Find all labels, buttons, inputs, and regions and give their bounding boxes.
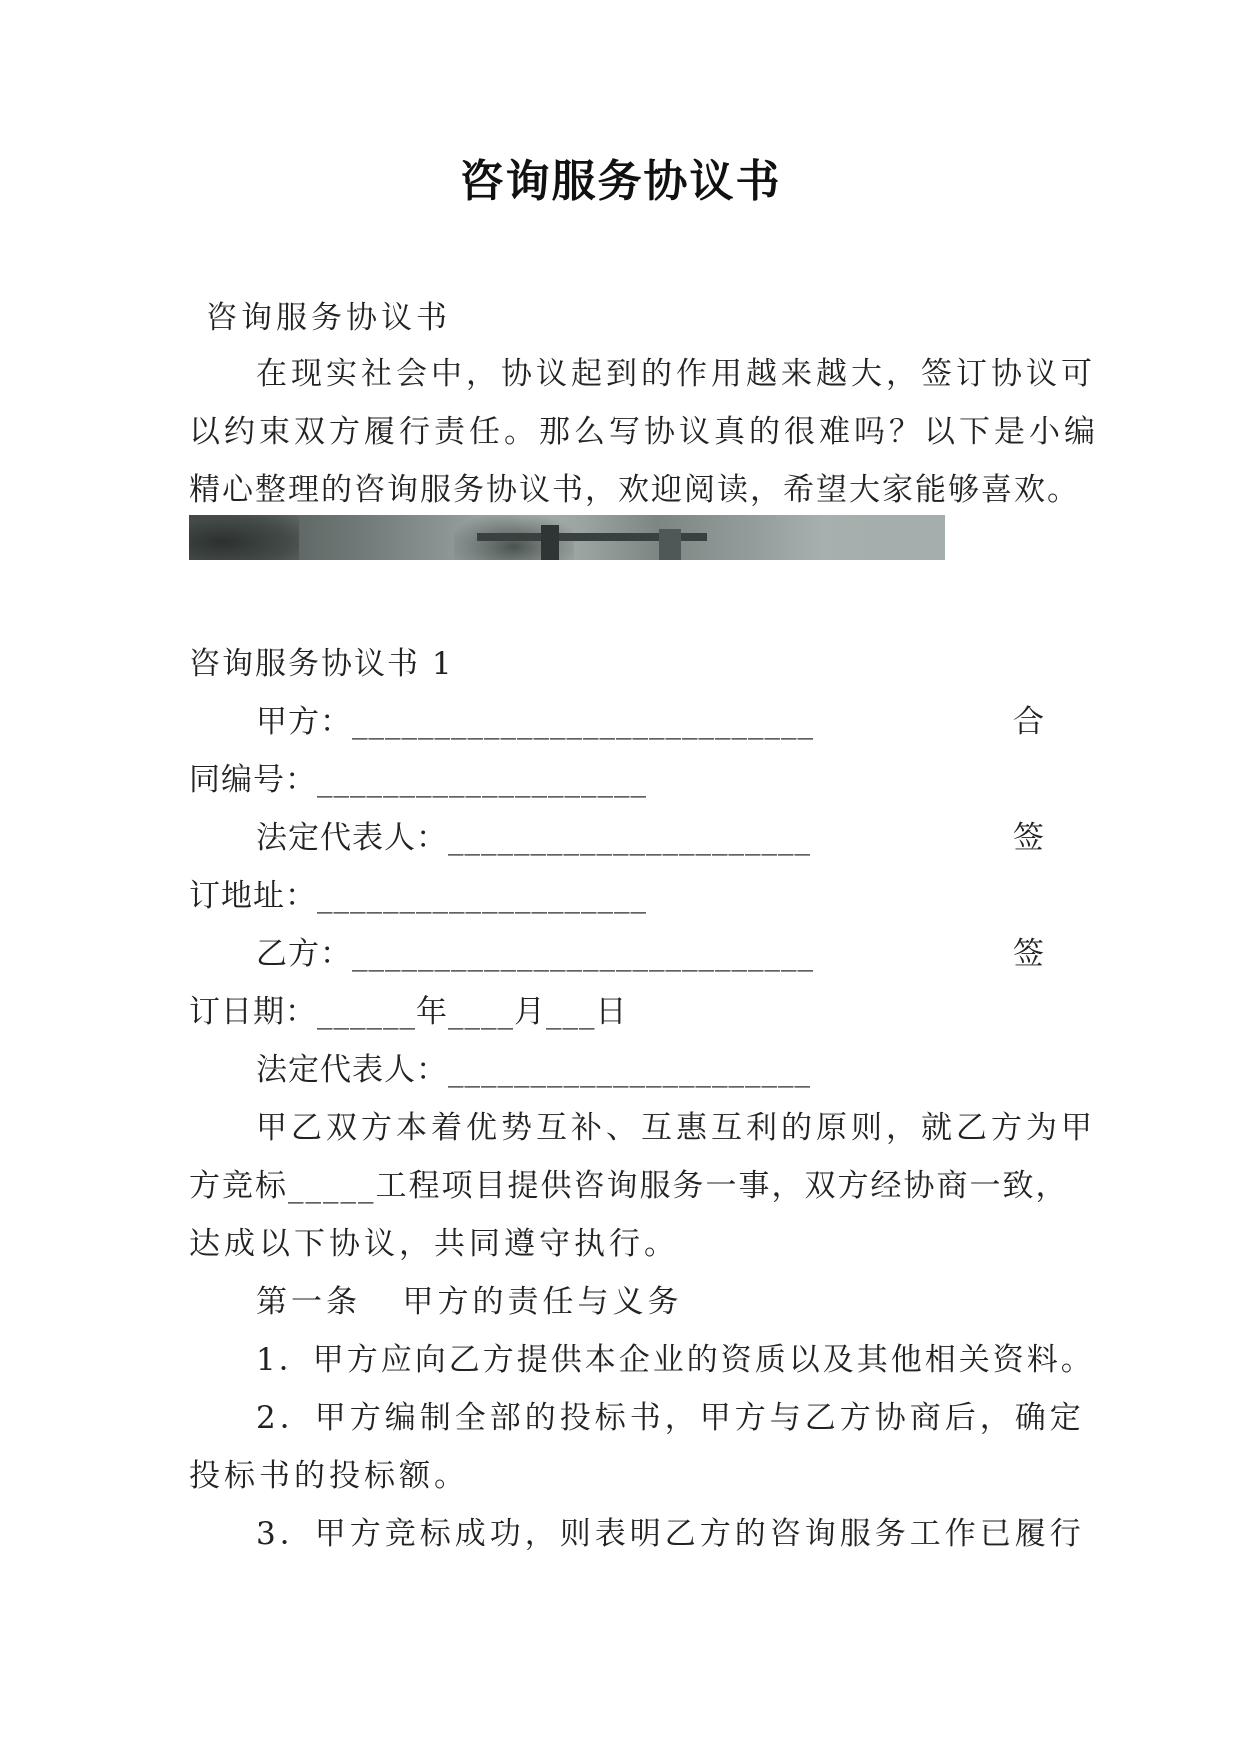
page-title: 咨询服务协议书 — [459, 156, 782, 207]
article-1-clause-2-line-1: 2．甲方编制全部的投标书，甲方与乙方协商后，确定 — [256, 1400, 1085, 1436]
sign-date-field: 订日期：______年____月___日 — [189, 994, 628, 1030]
body-paragraph-line-3: 达成以下协议，共同遵守执行。 — [189, 1226, 679, 1262]
intro-paragraph-line-2: 以约束双方履行责任。那么写协议真的很难吗？以下是小编 — [189, 414, 1099, 450]
party-b-representative-field: 法定代表人：______________________ — [256, 1052, 811, 1088]
sign-date-label-start: 签 — [1013, 936, 1048, 972]
body-paragraph-line-1: 甲乙双方本着优势互补、互惠互利的原则，就乙方为甲 — [256, 1110, 1096, 1146]
intro-subtitle: 咨询服务协议书 — [206, 300, 451, 336]
article-1-clause-2-line-2: 投标书的投标额。 — [189, 1458, 469, 1494]
decorative-photo — [189, 515, 945, 560]
party-b-field: 乙方：____________________________ — [256, 936, 814, 972]
article-1-clause-1: 1．甲方应向乙方提供本企业的资质以及其他相关资料。 — [256, 1342, 1095, 1378]
contract-no-field: 同编号：____________________ — [189, 762, 647, 798]
party-a-representative-field: 法定代表人：______________________ — [256, 820, 811, 856]
party-a-field: 甲方：____________________________ — [256, 704, 814, 740]
body-paragraph-line-2: 方竞标_____工程项目提供咨询服务一事，双方经协商一致， — [189, 1168, 1069, 1204]
article-1-heading: 第一条 甲方的责任与义务 — [256, 1284, 683, 1320]
sign-address-label-start: 签 — [1013, 820, 1048, 856]
intro-paragraph-line-3: 精心整理的咨询服务协议书，欢迎阅读，希望大家能够喜欢。 — [189, 472, 1080, 508]
sign-address-field: 订地址：____________________ — [189, 878, 647, 914]
section-heading: 咨询服务协议书 1 — [189, 646, 454, 682]
intro-paragraph-line-1: 在现实社会中，协议起到的作用越来越大，签订协议可 — [256, 356, 1096, 392]
contract-no-label-start: 合 — [1013, 704, 1048, 740]
article-1-clause-3-line-1: 3．甲方竞标成功，则表明乙方的咨询服务工作已履行 — [256, 1516, 1085, 1552]
